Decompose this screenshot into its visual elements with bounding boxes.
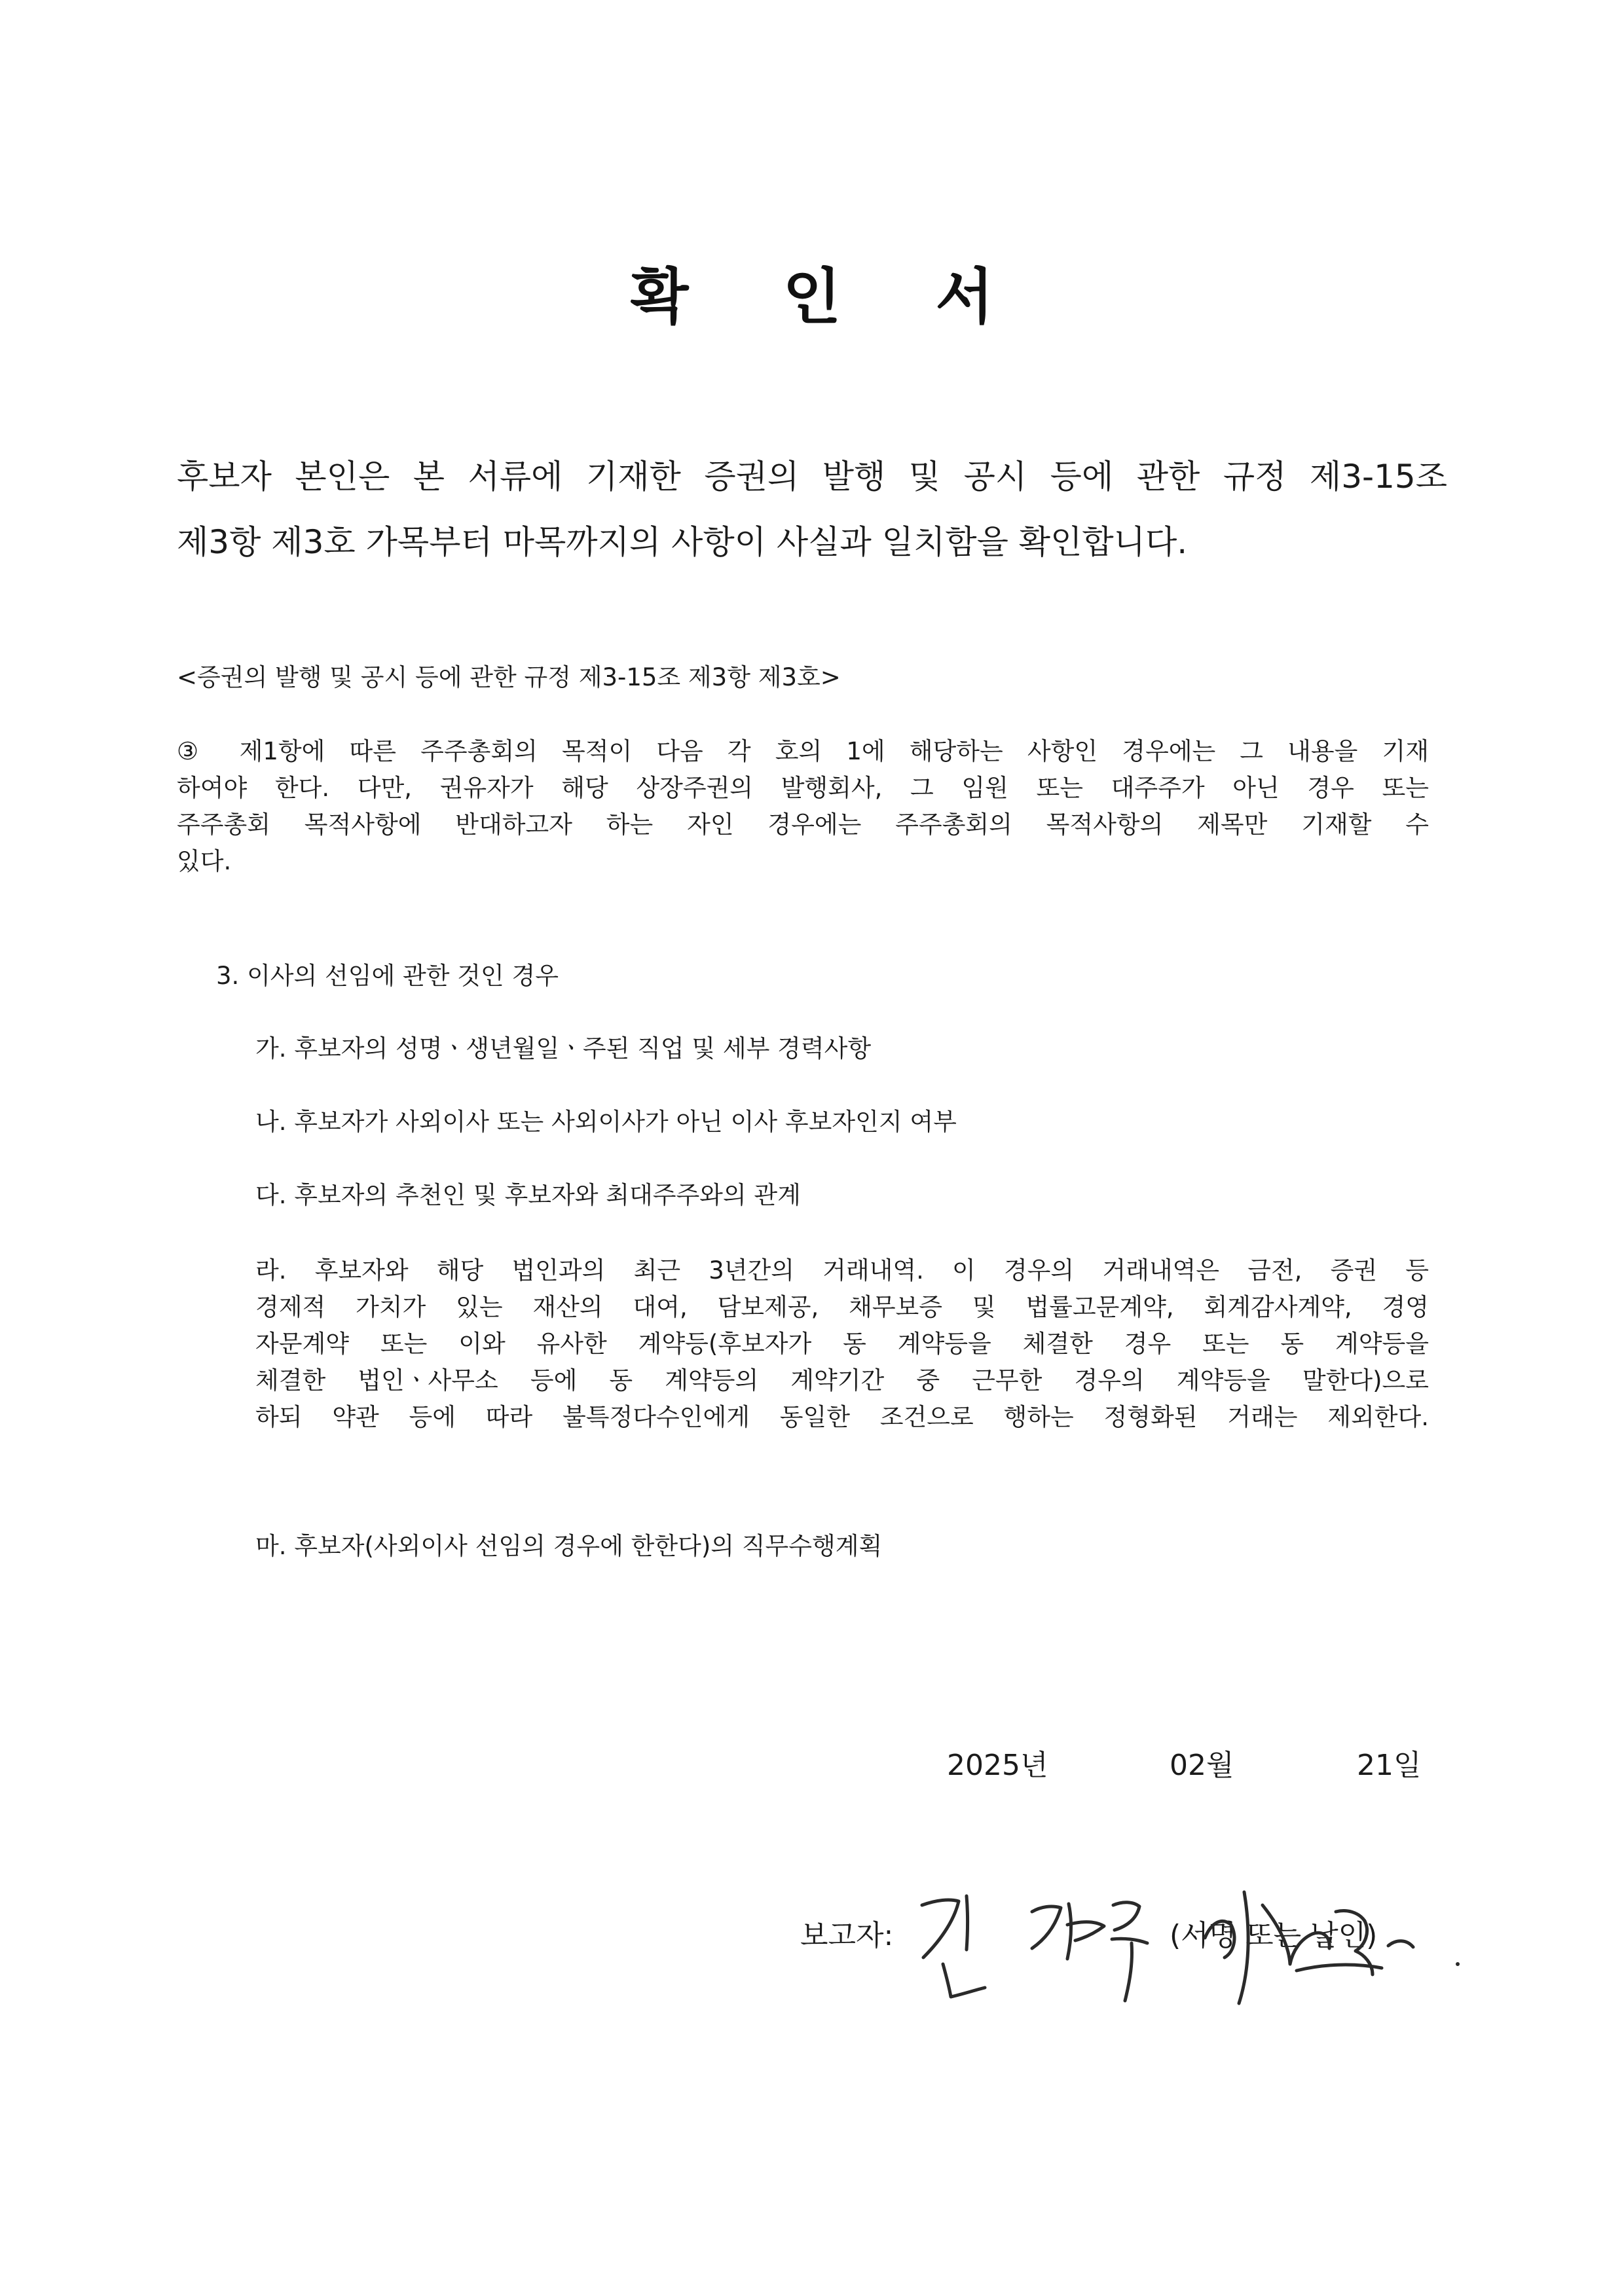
sub-item-ra-line: 자문계약 또는 이와 유사한 계약등(후보자가 동 계약등을 체결한 경우 또는 동 계약등을: [255, 1330, 1429, 1358]
confirmation-statement: [177, 444, 1447, 575]
sub-item-ga: 가. 후보자의 성명ㆍ생년월일ㆍ주된 직업 및 세부 경력사항: [255, 1034, 872, 1063]
handwritten-signature: [904, 1866, 1467, 2016]
item-3-heading: 3. 이사의 선임에 관한 것인 경우: [216, 962, 559, 990]
paragraph-3: [177, 733, 1429, 880]
date-year: 2025년: [947, 1749, 1048, 1782]
paragraph-line: 하여야 한다. 다만, 권유자가 해당 상장주권의 발행회사, 그 임원 또는 대주주가 아닌 경우 또는: [177, 774, 1429, 802]
sub-item-ra-line: 하되 약관 등에 따라 불특정다수인에게 동일한 조건으로 행하는 정형화된 거래는 제외한다.: [255, 1403, 1429, 1431]
regulation-header: <증권의 발행 및 공시 등에 관한 규정 제3-15조 제3항 제3호>: [177, 663, 841, 691]
reporter-label: 보고자:: [800, 1919, 894, 1952]
paragraph-line: 주주총회 목적사항에 반대하고자 하는 자인 경우에는 주주총회의 목적사항의 제목만 기재할 수: [177, 811, 1429, 839]
sub-item-ra-line: 경제적 가치가 있는 재산의 대여, 담보제공, 채무보증 및 법률고문계약, 회계감사계약, 경영: [255, 1293, 1429, 1321]
sub-item-ra-line: 라. 후보자와 해당 법인과의 최근 3년간의 거래내역. 이 경우의 거래내역은 금전, 증권 등: [255, 1256, 1429, 1285]
sub-item-da: 다. 후보자의 추천인 및 후보자와 최대주주와의 관계: [255, 1181, 801, 1209]
document-title: 확 인 서: [630, 262, 1031, 332]
date-month: 02월: [1170, 1749, 1234, 1782]
paragraph-line: ③ 제1항에 따른 주주총회의 목적이 다음 각 호의 1에 해당하는 사항인 경우에는 그 내용을 기재: [177, 737, 1429, 765]
sub-item-na: 나. 후보자가 사외이사 또는 사외이사가 아닌 이사 후보자인지 여부: [255, 1108, 957, 1136]
sign-or-seal-note: (서명 또는 날인): [1170, 1919, 1378, 1952]
paragraph-line: 있다.: [177, 847, 232, 875]
sub-item-ma: 마. 후보자(사외이사 선임의 경우에 한한다)의 직무수행계획: [255, 1532, 883, 1560]
date-day: 21일: [1357, 1749, 1422, 1782]
confirmation-statement-line: 후보자 본인은 본 서류에 기재한 증권의 발행 및 공시 등에 관한 규정 제3-15조: [177, 458, 1447, 496]
confirmation-statement-line: 제3항 제3호 가목부터 마목까지의 사항이 사실과 일치함을 확인합니다.: [177, 523, 1188, 561]
sub-item-ra-line: 체결한 법인ㆍ사무소 등에 동 계약등의 계약기간 중 근무한 경우의 계약등을 말한다)으로: [255, 1366, 1429, 1394]
sub-item-ra: [255, 1252, 1429, 1436]
